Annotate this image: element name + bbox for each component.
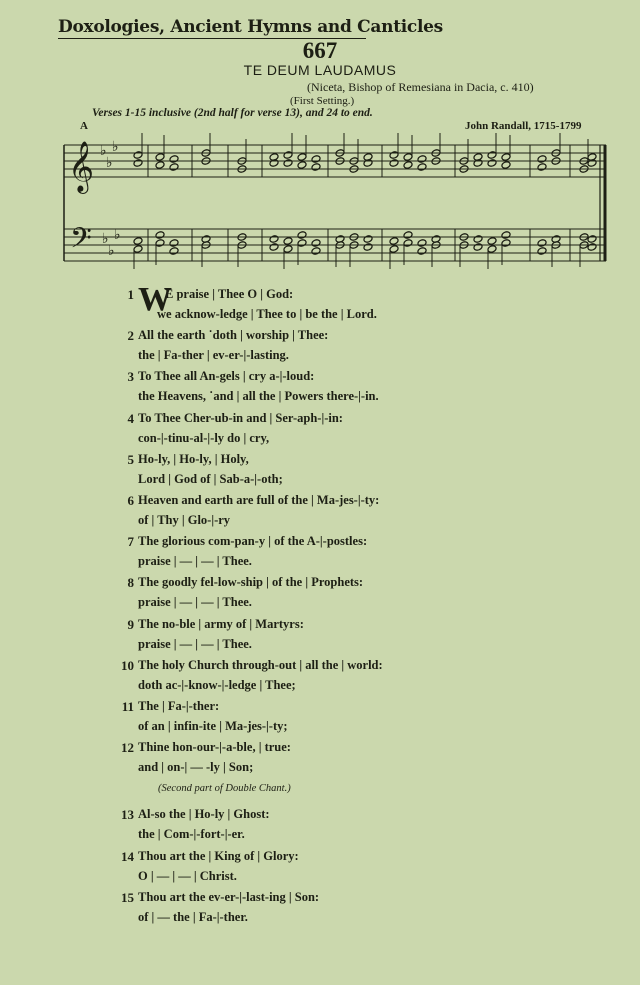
section-letter: A [80,120,88,132]
verse-number: 11 [121,699,134,714]
flat-icon: ♭ [108,243,115,259]
verse-number: 15 [121,889,134,905]
note-head [155,161,165,170]
flat-icon: ♭ [100,143,107,159]
verse-line-2: and | on-| — -ly | Son; [138,760,254,775]
note-head [155,239,165,248]
verse-line-2: con-|-tinu-al-|-ly do | cry, [138,430,270,445]
verse-line-2: praise | — | — | Thee. [138,595,252,610]
flat-icon: ♭ [102,231,109,247]
flat-icon: ♭ [106,155,113,171]
note-head [155,231,165,240]
verse-line-1: Thou art the | King of | Glory: [138,848,299,863]
key-signature-flats-icon [100,139,121,259]
verse-line-1: Thou art the ev-er-|-last-ing | Son: [138,889,320,904]
verses-note: Verses 1-15 inclusive (2nd half for verse 13), and 24 to end. [92,107,373,119]
verse-line-1: The no-ble | army of | Martyrs: [138,616,304,631]
note-head [169,163,179,172]
second-part-note: (Second part of Double Chant.) [158,783,291,794]
note-head [389,159,399,168]
verse-line-1: Heaven and earth are full of the | Ma-jes-|-ty: [138,493,380,507]
verse-line-1: The | Fa-|-ther: [138,699,220,713]
flat-icon: ♭ [114,227,121,243]
note-head [297,153,307,162]
verse-line-1: Ho-ly, | Ho-ly, | Holy, [138,451,249,466]
verse-line-1: To Thee all An-gels | cry a-|-loud: [138,369,315,384]
note-head [537,247,547,256]
note-head [473,235,483,244]
note-head [403,153,413,162]
note-head [133,237,143,246]
note-head [283,237,293,246]
note-head [537,163,547,172]
note-head [501,231,511,240]
hymn-title: TE DEUM LAUDAMUS [243,62,397,78]
note-head [403,231,413,240]
verse-line-1: The glorious com-pan-y | of the A-|-postles: [138,534,368,549]
verse-line-2: Lord | God of | Sab-a-|-oth; [138,471,283,486]
note-head [283,159,293,168]
verse-line-1: E praise | Thee O | God: [165,287,294,301]
verse-line-1: Al-so the | Ho-ly | Ghost: [138,807,270,822]
note-head [417,247,427,256]
verse-line-2: the | Com-|-fort-|-er. [138,827,245,842]
note-head [501,239,511,248]
verse-number: 1 [127,287,134,302]
verse-number: 14 [121,848,134,864]
note-head [269,243,279,252]
note-head [501,161,511,170]
verse-number: 8 [127,575,134,591]
note-head [311,239,321,248]
note-head [297,239,307,248]
verse-number: 6 [127,493,134,508]
note-head [269,235,279,244]
verse-line-2: praise | — | — | Thee. [138,554,252,569]
note-head [403,161,413,170]
verse-number: 7 [127,534,134,550]
bass-clef-icon: 𝄢 [70,222,92,262]
note-head [133,159,143,168]
note-head [487,159,497,168]
verse-number: 3 [127,369,134,385]
verse-number: 12 [121,740,134,756]
note-head [487,245,497,254]
running-title: Doxologies, Ancient Hymns and Canticles [58,17,443,37]
note-head [169,247,179,256]
verse-number: 10 [121,657,134,673]
note-head [311,155,321,164]
note-head [133,151,143,160]
flat-icon: ♭ [112,139,119,155]
verse-number: 13 [121,807,134,823]
note-head [389,245,399,254]
note-head [363,243,373,252]
note-head [487,151,497,160]
note-head [537,239,547,248]
verse-line-2: the | Fa-ther | ev-er-|-lasting. [138,348,289,363]
treble-clef-icon: 𝄞 [68,141,95,192]
note-head [297,231,307,240]
verse-number: 9 [127,616,134,632]
music-score [60,133,610,269]
note-head [169,239,179,248]
verse-line-2: we acknow-ledge | Thee to | be the | Lord. [157,307,377,321]
note-head [417,155,427,164]
verse-line-2: praise | — | — | Thee. [138,636,252,651]
verse-number: 2 [127,328,134,344]
verse-line-2: of an | infin-ite | Ma-jes-|-ty; [138,719,288,733]
note-head [311,247,321,256]
composer: John Randall, 1715-1799 [465,120,582,132]
note-head [363,235,373,244]
setting-label: (First Setting.) [290,95,355,107]
note-head [133,245,143,254]
hymn-number: 667 [302,38,338,63]
note-head [537,155,547,164]
note-head [283,245,293,254]
note-head [389,237,399,246]
verse-line-2: doth ac-|-know-|-ledge | Thee; [138,677,296,692]
note-head [389,151,399,160]
note-head [155,153,165,162]
bass-staff [64,229,606,261]
verse-line-1: Thine hon-our-|-a-ble, | true: [138,740,291,755]
verse-number: 4 [127,410,134,426]
note-head [501,153,511,162]
verse-line-1: The goodly fel-low-ship | of the | Prophets: [138,575,364,590]
note-head [403,239,413,248]
note-head [169,155,179,164]
note-head [487,237,497,246]
verse-line-1: The holy Church through-out | all the | world: [138,657,383,672]
verse-line-2: O | — | — | Christ. [138,868,237,883]
treble-staff [64,145,606,177]
note-head [283,151,293,160]
attribution: (Niceta, Bishop of Remesiana in Dacia, c. 410) [307,80,534,94]
verse-line-2: of | Thy | Glo-|-ry [138,513,231,527]
note-head [297,161,307,170]
verse-number: 5 [127,451,134,467]
note-head [473,243,483,252]
note-head [417,239,427,248]
note-head [417,163,427,172]
verse-line-1: To Thee Cher-ub-in and | Ser-aph-|-in: [138,410,343,425]
note-head [311,163,321,172]
verse-line-2: of | — the | Fa-|-ther. [138,909,248,924]
verse-line-2: the Heavens, ˙and | all the | Powers there-|-in. [138,389,379,404]
verse-line-1: All the earth ˙doth | worship | Thee: [138,328,329,343]
drop-cap: W [138,281,172,318]
